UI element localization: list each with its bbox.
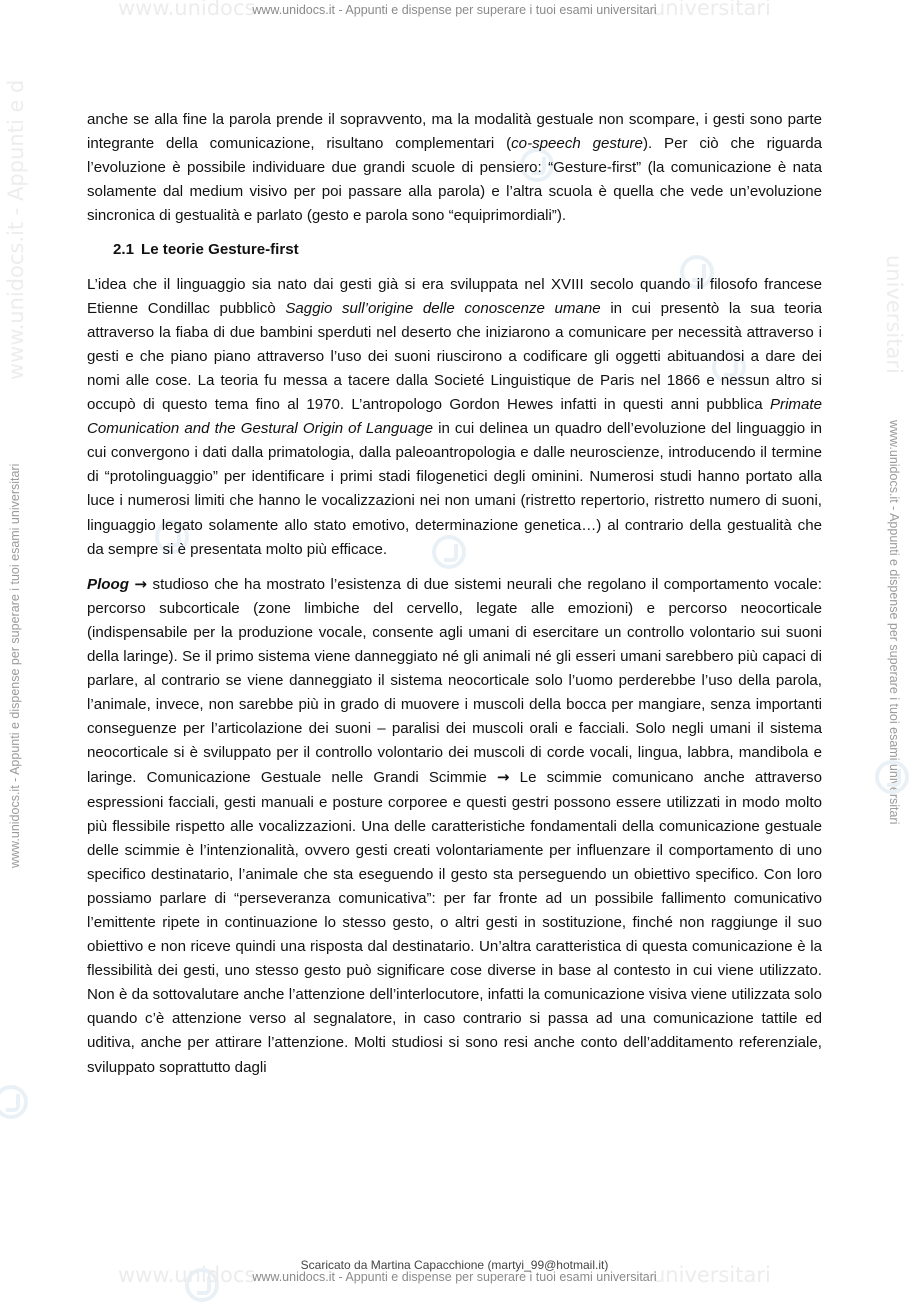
watermark-ghost-bottom-left: www.unidocs	[118, 1263, 256, 1287]
paragraph-text: studioso che ha mostrato l’esistenza di due sistemi neurali che regolano il comportamento vocale: percorso subcorticale (zone limbiche del cervello, legate alle emozioni) e percorso neocorticale (indispensabile per la produzione vocale, consente agli umani di esercitare un controllo volontario sui suoni della laringe). Se il primo sistema viene danneggiato né gli animali né gli esseri umani sarebbero più capaci di parlare, al contrario se viene danneggiato il sistema neocorticale solo l’uomo perderebbe l’uso della parola, l’animale, invece, non sarebbe più in grado di muovere i muscoli della bocca per mangiare, senza importanti conseguenze per l’articolazione dei suoni – paralisi dei muscoli orali e facciali. Solo negli umani il sistema neocorticale si è sviluppato per il controllo volontario dei muscoli di corde vocali, lingua, labbra, mandibola e laringe. Comunicazione Gestuale nelle Grandi Scimmie	[87, 575, 822, 787]
watermark-logo-icon	[875, 760, 909, 794]
section-number: 2.1	[113, 241, 134, 259]
watermark-left: www.unidocs.it - Appunti e dispense per superare i tuoi esami universitari	[8, 463, 22, 868]
paragraph-intro	[87, 108, 822, 228]
paragraph-text: ). Per ciò che riguarda l’evoluzione è possibile individuare due grandi scuole di pensiero: “Gesture-first” (la comunicazione è nata solamente dal medium visivo per poi passare alla parola) e l’altra scuola è quella che vede un’evoluzione sincronica di gestualità e parlato (gesto e parola sono “equiprimordiali”).	[87, 135, 822, 225]
watermark-bottom: www.unidocs.it - Appunti e dispense per superare i tuoi esami universitari	[252, 1270, 657, 1284]
watermark-ghost-top-left: www.unidocs	[118, 0, 256, 20]
bold-italic-name: Ploog	[87, 575, 129, 593]
watermark-ghost-top-right: universitari	[652, 0, 771, 20]
italic-title: Primate Comunication and the Gestural Origin of Language	[87, 396, 822, 438]
watermark-ghost-right: universitari	[882, 255, 906, 374]
paragraph-text: in cui presentò la sua teoria attraverso la fiaba di due bambini sperduti nel deserto che iniziarono a comunicare per necessità attraverso i gesti e che piano piano attraverso l’uso dei suoni riuscirono a codificare gli oggetti abituandosi a dare dei nomi alle cose. La teoria fu messa a tacere dalla Societé Linguistique de Paris nel 1866 e nessun altro si occupò di questo tema fino al 1970. L’antropologo Gordon Hewes infatti in questi anni pubblica	[87, 299, 822, 414]
watermark-right: www.unidocs.it - Appunti e dispense per superare i tuoi esami universitari	[887, 420, 901, 825]
paragraph-text: Le scimmie comunicano anche attraverso espressioni facciali, gesti manuali e posture corporee e questi gestri possono essere utilizzati in modo molto più flessibile rispetto alle vocalizzazioni. Una delle caratteristiche fondamentali della comunicazione gestuale delle scimmie è l’intenzionalità, ovvero gesti creati volontariamente per influenzare il comportamento di uno specifico destinatario, l’animale che sta eseguendo il gesto sta perseguendo un obiettivo specifico. Con loro possiamo parlare di “perseveranza comunicativa”: per far fronte ad un possibile fallimento comunicativo l’emittente ripete in continuazione lo stesso gesto, o altri gesti in sostituzione, finché non raggiunge il suo obiettivo e non riceve quindi una risposta dal destinatario. Un’altra caratteristica di questa comunicazione è la flessibilità dei gesti, uno stesso gesto può significare cose diverse in base al contesto in cui viene utilizzato. Non è da sottovalutare anche l’attenzione dell’interlocutore, infatti la comunicazione visiva viene utilizzata solo quando c’è attenzione verso al segnalatore, in caso contrario si passa ad una comunicazione tattile ed uditiva, anche per attirare l’attenzione. Molti studiosi si sono resi anche conto dell’additamento referenziale, sviluppato soprattutto dagli	[87, 769, 822, 1076]
italic-term: co-speech gesture	[511, 135, 643, 153]
download-attribution: Scaricato da Martina Capacchione (martyi_99@hotmail.it)	[300, 1258, 609, 1272]
section-heading	[113, 238, 822, 262]
paragraph-text: anche se alla fine la parola prende il sopravvento, ma la modalità gestuale non scompare, i gesti sono parte integrante della comunicazione, risultano complementari (	[87, 111, 822, 153]
italic-title: Saggio sull’origine delle conoscenze umane	[285, 299, 601, 317]
watermark-top: www.unidocs.it - Appunti e dispense per superare i tuoi esami universitari	[252, 3, 657, 17]
section-title: Le teorie Gesture-first	[140, 241, 299, 259]
document-body	[87, 108, 822, 1080]
paragraph-text: L’idea che il linguaggio sia nato dai gesti già si era sviluppata nel XVIII secolo quando il filosofo francese Etienne Condillac pubblicò	[87, 275, 822, 317]
watermark-ghost-bottom-right: universitari	[652, 1263, 771, 1287]
watermark-ghost-left: www.unidocs.it - Appunti e d	[4, 79, 28, 380]
paragraph-condillac	[87, 273, 822, 562]
arrow-right-icon: →	[134, 574, 148, 593]
paragraph-text: in cui delinea un quadro dell’evoluzione del linguaggio in cui convergono i dati dalla primatologia, dalla paleoantropologia e dalle neuroscienze, introducendo il termine di “protolinguaggio” per identificare i primi stadi filogenetici degli ominini. Numerosi studi hanno portato alla luce i numerosi limiti che hanno le vocalizzazioni nei non umani (ristretto repertorio, ristretto numero di suoni, linguaggio legato solamente allo stato emotivo, determinazione genetica…) al contrario della gestualità che da sempre si è presentata molto più efficace.	[87, 420, 822, 558]
paragraph-ploog	[87, 572, 822, 1080]
watermark-logo-icon	[0, 1085, 28, 1119]
arrow-right-icon: →	[496, 768, 510, 787]
